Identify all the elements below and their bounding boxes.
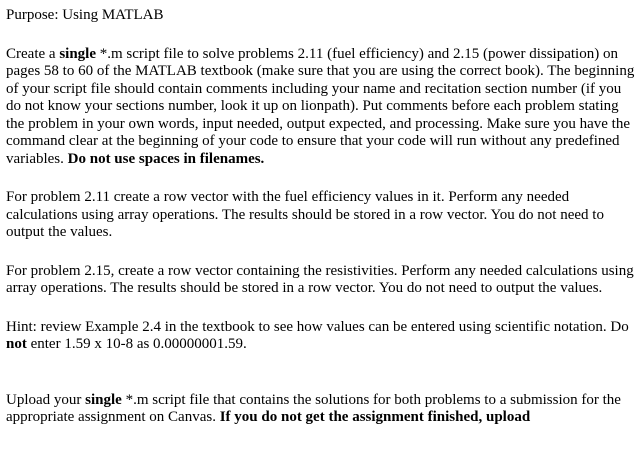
intro-bold-single: single — [59, 45, 96, 62]
hint-text-2: enter 1.59 x 10-8 as 0.00000001.59. — [26, 336, 247, 352]
upload-text-2: *.m script file that contains the solutions for both problems to a submission for the appropriate assignment on Canvas. — [6, 391, 621, 425]
upload-paragraph — [6, 392, 638, 427]
upload-bold-single: single — [85, 391, 122, 408]
intro-bold-no-spaces: Do not use spaces in filenames. — [67, 150, 265, 167]
upload-text-1: Upload your — [6, 391, 86, 408]
document-page — [6, 0, 638, 427]
intro-paragraph — [6, 46, 638, 169]
hint-text-1: Hint: review Example 2.4 in the textbook to see how values can be entered using scientific notation. Do — [6, 318, 629, 335]
upload-bold-warning: If you do not get the assignment finished, upload — [219, 409, 531, 425]
intro-text-2: *.m script file to solve problems 2.11 (fuel efficiency) and 2.15 (power dissipation) on pages 58 to 60 of the MATLAB textbook (make sure that you are using the correct book). The beginning of your script file should contain comments including your name and recitation section number (if you do not know your sections number, look it up on lionpath). Put comments before each problem stating the problem in your own words, input needed, output expected, and processing. Make sure you have the command clear at the beginning of your code to ensure that your code will run without any predefined variables. — [6, 45, 635, 167]
problem-2-15-paragraph: For problem 2.15, create a row vector containing the resistivities. Perform any needed calculations using array operations. The results should be stored in a row vector. You do not need to output the values. — [6, 262, 634, 296]
problem-2-11-paragraph: For problem 2.11 create a row vector with the fuel efficiency values in it. Perform any needed calculations using array operations. The results should be stored in a row vector. You do not need to output the values. — [6, 189, 604, 240]
intro-text-1: Create a — [6, 45, 60, 62]
purpose-line: Purpose: Using MATLAB — [6, 7, 164, 23]
hint-bold-not: not — [6, 336, 27, 352]
hint-paragraph — [6, 319, 638, 354]
